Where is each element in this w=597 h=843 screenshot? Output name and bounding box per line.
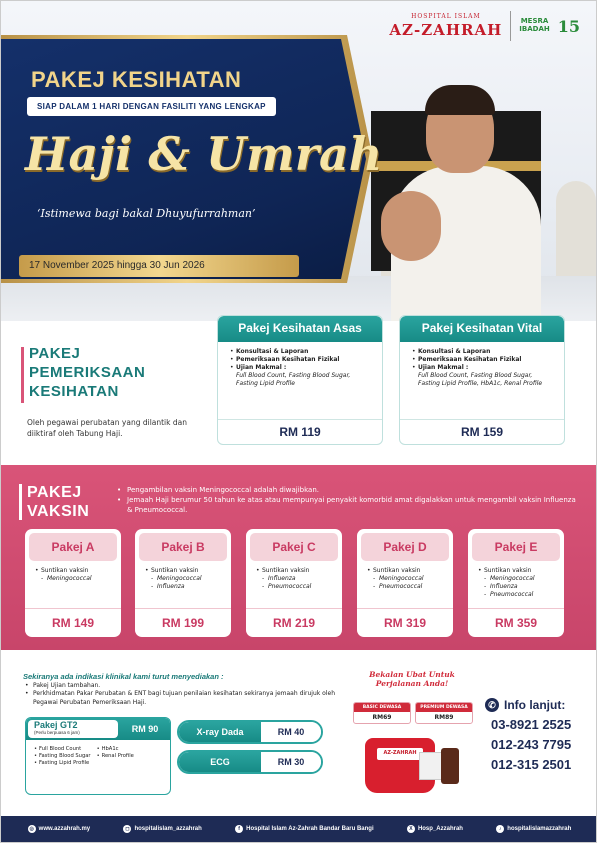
logo-area	[389, 11, 580, 41]
footer-instagram[interactable]: ◻ hospitalislam_azzahrah	[125, 826, 202, 832]
list-item: • Suntikan vaksin	[478, 567, 558, 575]
instagram-icon: ◻	[125, 826, 130, 832]
list-item: - Influenza	[145, 583, 225, 591]
x-icon: X	[407, 825, 415, 833]
vaccine-card-c[interactable]	[246, 529, 342, 637]
gt2-tests	[26, 740, 170, 767]
basic-kit-tag	[353, 702, 411, 724]
list-item: • Suntikan vaksin	[367, 567, 447, 575]
hospital-logo	[389, 13, 502, 39]
medicine-kit-prices	[353, 702, 473, 724]
vaccine-items	[357, 565, 453, 591]
basic-kit-label: BASIC DEWASA	[354, 703, 410, 712]
health-check-section	[1, 321, 597, 465]
title-line-1: PAKEJ	[29, 345, 81, 362]
vaccine-card-title: Pakej C	[250, 533, 338, 561]
ecg-pill[interactable]	[177, 750, 323, 774]
list-item: • Suntikan vaksin	[256, 567, 336, 575]
list-item: • Suntikan vaksin	[35, 567, 115, 575]
package-card-vital[interactable]	[399, 315, 565, 445]
premium-kit-price: RM89	[434, 714, 454, 721]
list-item: • Pakej Ujian tambahan.	[25, 682, 345, 690]
list-item: • Suntikan vaksin	[145, 567, 225, 575]
medicine-kit-title: Bekalan Ubat Untuk Perjalanan Anda!	[369, 670, 455, 688]
additional-items	[25, 682, 345, 707]
list-item: • Ujian Makmal : Full Blood Count, Fasting Blood Sugar, Fasting Lipid Profile, HbA1c, Renal Profile	[412, 364, 554, 388]
additional-title: Sekiranya ada indikasi klinikal kami turut menyediakan :	[23, 672, 224, 681]
package-price: RM 159	[400, 419, 564, 444]
logo-main-text: AZ-ZAHRAH	[389, 21, 503, 39]
title-accent-bar	[19, 484, 22, 520]
list-item: - Meningococcal	[367, 575, 447, 583]
vaccine-items	[25, 565, 121, 583]
gt2-price: RM 90	[131, 724, 159, 734]
gt2-header	[26, 718, 170, 740]
list-item: • Perkhidmatan Pakar Perubatan & ENT bagi tujuan penilaian kesihatan sekiranya jemaah dirujuk oleh Pegawai Perubatan Pemeriksaan Haji.	[25, 690, 345, 707]
health-check-title	[29, 345, 145, 401]
tiktok-icon: ♪	[496, 825, 504, 833]
list-item: • Ujian Makmal : Full Blood Count, Fasting Blood Sugar, Fasting Lipid Profile	[230, 364, 372, 388]
list-item: - Pneumococcal	[478, 591, 558, 599]
ecg-price: RM 30	[261, 752, 321, 772]
vaccine-items	[246, 565, 342, 591]
logo-sub1: MESRA	[520, 17, 549, 26]
hero-title: Haji & Umrah	[25, 127, 383, 181]
contact-info	[485, 698, 571, 772]
logo-sub2: IBADAH	[519, 25, 550, 33]
list-item: • Konsultasi & Laporan	[230, 348, 372, 356]
list-item: - Meningococcal	[478, 575, 558, 583]
vaccine-card-title: Pakej E	[472, 533, 560, 561]
vaccine-card-d[interactable]	[357, 529, 453, 637]
contact-header	[485, 698, 571, 712]
footer-facebook[interactable]: f Hospital Islam Az-Zahrah Bandar Baru Bangi	[235, 825, 373, 833]
facebook-icon: f	[235, 825, 243, 833]
package-card-title: Pakej Kesihatan Asas	[218, 316, 382, 342]
package-card-gt2[interactable]	[25, 717, 171, 795]
phone-icon: ✆	[485, 698, 499, 712]
title-line-1: PAKEJ	[27, 484, 82, 501]
list-item: - Meningococcal	[145, 575, 225, 583]
premium-kit-label: PREMIUM DEWASA	[416, 703, 472, 712]
vaccine-card-a[interactable]	[25, 529, 121, 637]
vaccine-note: • Pengambilan vaksin Meningococcal adalah diwajibkan.	[117, 485, 577, 495]
vaccine-note: • Jemaah Haji berumur 50 tahun ke atas atau mempunyai penyakit komorbid amat digalakkan untuk mengambil vaksin Influenza & Pneumococcal.	[117, 495, 577, 515]
promo-date: 17 November 2025 hingga 30 Jun 2026	[19, 255, 299, 277]
gt2-name: Pakej GT2 (Perlu berpuasa 6 jam)	[28, 720, 118, 738]
logo-divider	[510, 11, 511, 41]
list-item: • HbA1c	[97, 746, 134, 753]
vaccine-card-title: Pakej A	[29, 533, 117, 561]
vaccine-price: RM 219	[246, 608, 342, 637]
list-item: - Influenza	[256, 575, 336, 583]
hero-heading: PAKEJ KESIHATAN	[31, 67, 242, 92]
list-item: • Pemeriksaan Kesihatan Fizikal	[230, 356, 372, 364]
title-accent-bar	[21, 347, 24, 403]
list-item: • Pemeriksaan Kesihatan Fizikal	[412, 356, 554, 364]
list-item: • Fasting Lipid Profile	[34, 760, 91, 767]
phone-number[interactable]: 012-243 7795	[491, 737, 572, 752]
vaccine-card-b[interactable]	[135, 529, 231, 637]
contact-title: Info lanjut:	[504, 698, 566, 712]
xray-pill[interactable]	[177, 720, 323, 744]
basic-kit-price: RM69	[372, 714, 392, 721]
package-price: RM 119	[218, 419, 382, 444]
list-item: • Renal Profile	[97, 753, 134, 760]
title-line-2: PEMERIKSAAN	[29, 363, 146, 381]
list-item: • Full Blood Count	[34, 746, 91, 753]
package-card-title: Pakej Kesihatan Vital	[400, 316, 564, 342]
list-item: - Pneumococcal	[367, 583, 447, 591]
xray-price: RM 40	[261, 722, 321, 742]
hero-tagline: ‘Istimewa bagi bakal Dhuyufurrahman’	[37, 207, 256, 220]
list-item: • Fasting Blood Sugar	[34, 753, 91, 760]
footer	[1, 816, 597, 842]
health-check-description: Oleh pegawai perubatan yang dilantik dan diiktiraf oleh Tabung Haji.	[27, 418, 187, 439]
hero-subheading: SIAP DALAM 1 HARI DENGAN FASILITI YANG LENGKAP	[27, 97, 276, 116]
list-item: • Konsultasi & Laporan	[412, 348, 554, 356]
medicine-kit-image	[357, 730, 467, 800]
xray-name: X-ray Dada	[179, 722, 261, 742]
vaccine-section	[1, 465, 597, 650]
vaccine-card-title: Pakej B	[139, 533, 227, 561]
title-line-2: VAKSIN	[27, 503, 90, 521]
package-card-asas[interactable]	[217, 315, 383, 445]
footer-x[interactable]: X Hosp_Azzahrah	[407, 825, 463, 833]
vaccine-card-e[interactable]	[468, 529, 564, 637]
globe-icon: ◎	[29, 826, 34, 832]
vaccine-title	[27, 483, 89, 521]
package-items	[218, 342, 382, 388]
phone-number[interactable]: 012-315 2501	[491, 757, 572, 772]
mosque-arch	[556, 181, 596, 281]
footer-tiktok[interactable]: ♪ hospitalislamazzahrah	[496, 825, 571, 833]
logo-small-text: HOSPITAL ISLAM	[411, 13, 481, 20]
vaccine-notes	[117, 485, 577, 515]
mesra-ibadah-logo	[519, 18, 549, 33]
hero-section	[1, 1, 597, 331]
list-item: - Influenza	[478, 583, 558, 591]
phone-number[interactable]: 03-8921 2525	[491, 717, 572, 732]
vaccine-card-title: Pakej D	[361, 533, 449, 561]
ecg-name: ECG	[179, 752, 261, 772]
vaccine-price: RM 319	[357, 608, 453, 637]
title-line-3: KESIHATAN	[29, 382, 119, 400]
footer-website[interactable]: ◎ www.azzahrah.my	[29, 826, 91, 832]
additional-services-section	[1, 650, 597, 818]
bag-label: AZ-ZAHRAH	[377, 748, 423, 760]
premium-kit-tag	[415, 702, 473, 724]
vaccine-price: RM 199	[135, 608, 231, 637]
list-item: - Pneumococcal	[256, 583, 336, 591]
vaccine-items	[135, 565, 231, 591]
vaccine-items	[468, 565, 564, 599]
list-item: - Meningococcal	[35, 575, 115, 583]
vaccine-price: RM 359	[468, 608, 564, 637]
anniversary-logo: 15	[557, 16, 580, 36]
package-items	[400, 342, 564, 388]
medicine-bottle	[441, 748, 459, 784]
vaccine-price: RM 149	[25, 608, 121, 637]
